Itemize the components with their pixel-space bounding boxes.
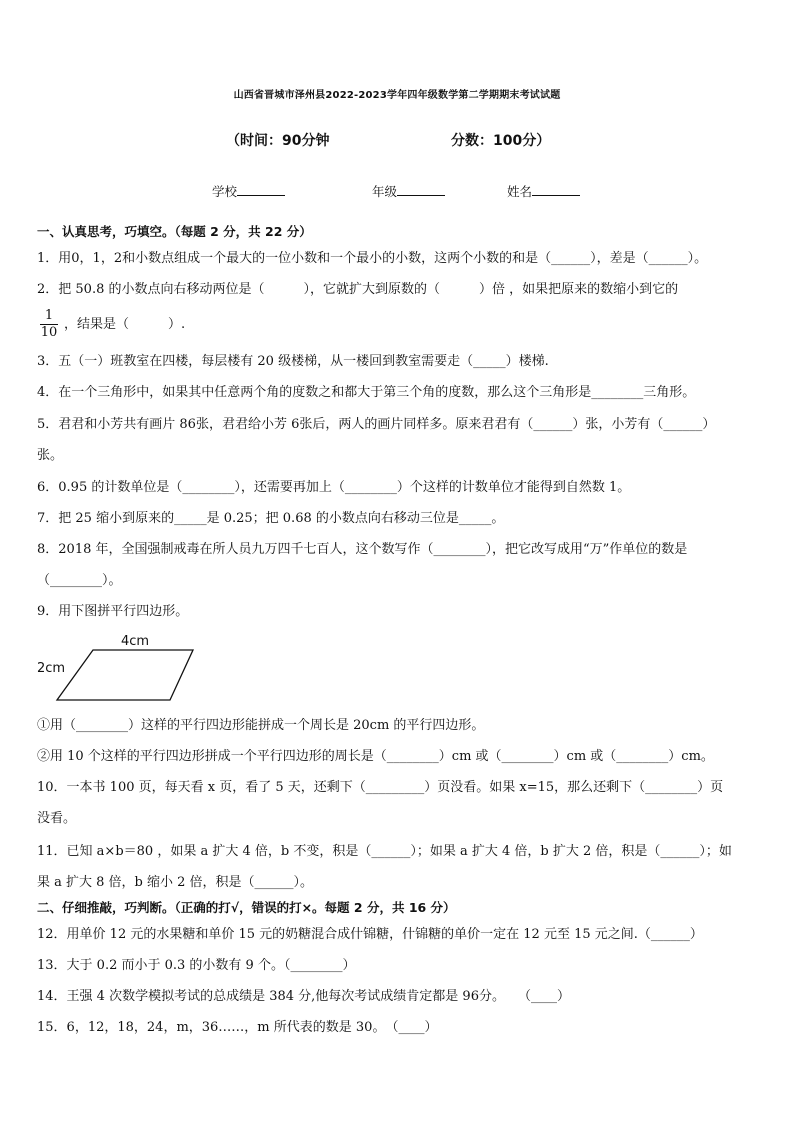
question-8-line2: （________）。 — [37, 573, 122, 588]
question-7: 7．把 25 缩小到原来的_____是 0.25；把 0.68 的小数点向右移动三位是_____。 — [37, 511, 505, 526]
question-14: 14．王强 4 次数学模拟考试的总成绩是 384 分,他每次考试成绩肯定都是 96分。 （____） — [37, 989, 570, 1004]
question-8-line1: 8．2018 年，全国强制戒毒在所人员九万四千七百人，这个数写作（________），把它改写成用“万”作单位的数是 — [37, 542, 688, 557]
question-3: 3．五（一）班教室在四楼，每层楼有 20 级楼梯，从一楼回到教室需要走（_____）楼梯. — [37, 354, 549, 369]
fraction-denominator: 10 — [40, 325, 58, 340]
parallelogram-shape — [57, 650, 193, 700]
question-10-line2: 没看。 — [37, 811, 77, 826]
question-2-line2: ，结果是（ ）. — [64, 317, 186, 332]
parallelogram-top-label: 4cm — [121, 634, 150, 649]
question-9-part2: ②用 10 个这样的平行四边形拼成一个平行四边形的周长是（________）cm 或（________）cm 或（________）cm。 — [37, 749, 714, 764]
name-label: 姓名 — [507, 184, 533, 199]
page-title: 山西省晋城市泽州县2022-2023学年四年级数学第二学期期末考试试题 — [233, 90, 561, 101]
parallelogram-side-label: 2cm — [37, 661, 66, 676]
school-blank[interactable] — [237, 183, 285, 196]
grade-label: 年级 — [372, 184, 398, 199]
question-13: 13．大于 0.2 而小于 0.3 的小数有 9 个。（________） — [37, 958, 356, 973]
question-11-line1: 11．已知 a×b＝80 ，如果 a 扩大 4 倍，b 不变，积是（______）；如果 a 扩大 4 倍，b 扩大 2 倍，积是（______）；如 — [37, 844, 732, 859]
fraction-one-tenth — [40, 308, 58, 341]
grade-blank[interactable] — [397, 183, 445, 196]
name-field — [507, 182, 580, 200]
question-10-line1: 10．一本书 100 页，每天看 x 页，看了 5 天，还剩下（_________）页没看。如果 x=15，那么还剩下（________）页 — [37, 780, 724, 795]
fraction-numerator: 1 — [40, 308, 58, 325]
question-12: 12．用单价 12 元的水果糖和单价 15 元的奶糖混合成什锦糖，什锦糖的单价一定在 12 元至 15 元之间.（______） — [37, 927, 703, 942]
name-blank[interactable] — [532, 183, 580, 196]
question-6: 6．0.95 的计数单位是（________），还需要再加上（________）个这样的计数单位才能得到自然数 1。 — [37, 480, 631, 495]
question-9: 9．用下图拼平行四边形。 — [37, 604, 189, 619]
question-2-line1: 2．把 50.8 的小数点向右移动两位是（ ），它就扩大到原数的（ ）倍 ，如果把原来的数缩小到它的 — [37, 282, 679, 297]
parallelogram-svg — [36, 632, 206, 706]
question-9-part1: ①用（________）这样的平行四边形能拼成一个周长是 20cm 的平行四边形。 — [37, 718, 485, 733]
grade-field — [372, 182, 445, 200]
exam-score: 分数：100分） — [451, 133, 551, 149]
school-field — [212, 182, 285, 200]
question-11-line2: 果 a 扩大 8 倍，b 缩小 2 倍，积是（______）。 — [37, 875, 314, 890]
exam-time: （时间：90分钟 — [226, 133, 330, 149]
section2-heading: 二、仔细推敲，巧判断。（正确的打√，错误的打×。每题 2 分，共 16 分） — [37, 900, 456, 915]
question-5-line2: 张。 — [37, 448, 64, 463]
section1-heading: 一、认真思考，巧填空。（每题 2 分，共 22 分） — [37, 224, 312, 239]
question-15: 15．6，12，18，24，m，36……，m 所代表的数是 30。 （____） — [37, 1020, 438, 1035]
school-label: 学校 — [212, 184, 238, 199]
question-4: 4．在一个三角形中，如果其中任意两个角的度数之和都大于第三个角的度数，那么这个三角形是________三角形。 — [37, 385, 696, 400]
question-5-line1: 5．君君和小芳共有画片 86张，君君给小芳 6张后，两人的画片同样多。原来君君有（______）张，小芳有（______） — [37, 417, 716, 432]
parallelogram-figure — [36, 632, 206, 710]
question-1: 1．用0，1，2和小数点组成一个最大的一位小数和一个最小的小数，这两个小数的和是（______），差是（______）。 — [37, 251, 708, 266]
